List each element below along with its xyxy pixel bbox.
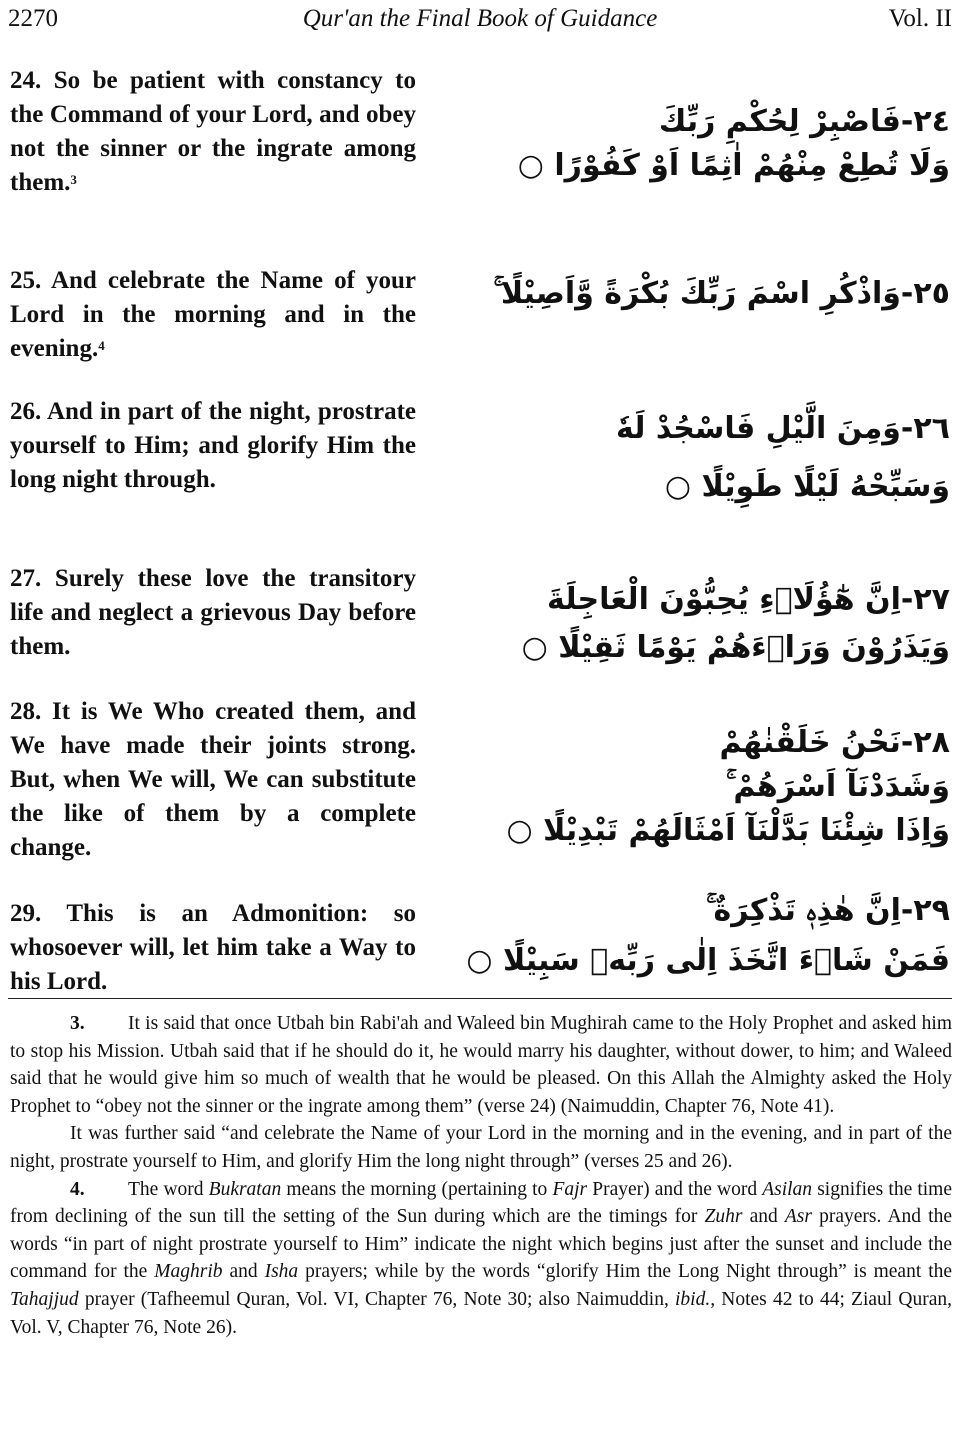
footnote-number: 4. [70,1178,85,1200]
verse-translation: 27. Surely these love the transitory life and neglect a grievous Day before them. [10,565,416,660]
verse-translation: 29. This is an Admonition: so whosoever will, let him take a Way to his Lord. [10,900,416,995]
verse-arabic [430,100,950,188]
verse-arabic [430,889,950,983]
page-number: 2270 [8,5,58,32]
arabic-line: ٢٩-اِنَّ هٰذِهٖ تَذْكِرَةٌ ۚ [705,893,950,928]
verse-arabic [430,721,950,853]
arabic-line: وَيَذَرُوْنَ وَرَاۤءَهُمْ يَوْمًا ثَقِيْلًا ○ [521,630,950,665]
arabic-line: ٢٥-وَاذْكُرِ اسْمَ رَبِّكَ بُكْرَةً وَّاَصِيْلًا ۚ [493,276,950,311]
verse-translation: 24. So be patient with constancy to the Command of your Lord, and obey not the sinner or the ingrate among them.$^3$ [10,67,416,196]
footnotes [10,1010,952,1341]
footnote-ref[interactable]: 4 [98,338,105,353]
verse-translation: 25. And celebrate the Name of your Lord in the morning and in the evening.$^4$ [10,267,416,362]
verse-translation: 28. It is We Who created them, and We have made their joints strong. But, when We will, We can substitute the like of them by a complete change. [10,698,416,861]
verse-arabic [430,407,950,509]
arabic-line: وَشَدَدْنَآ اَسْرَهُمْ ۚ [725,769,950,804]
arabic-line: ٢٨-نَحْنُ خَلَقْنٰهُمْ [719,725,950,760]
footnote-3: 3. It is said that once Utbah bin Rabi'ah and Waleed bin Mughirah came to the Holy Prophet and asked him to stop his Mission. Utbah said that if he should do it, he would marry his daughter, without dower, to him; and Waleed said that he would give him so much of wealth that he would be pleased. On this Allah the Almighty asked the Holy Prophet to “obey not the sinner or the ingrate among them” (verse 24) (Naimuddin, Chapter 76, Note 41). [10,1010,952,1120]
page-header [8,2,952,36]
footnote-divider [8,998,952,999]
book-title: Qur'an the Final Book of Guidance [302,5,658,32]
arabic-line: وَلَا تُطِعْ مِنْهُمْ اٰثِمًا اَوْ كَفُوْرًا ○ [517,148,950,183]
arabic-line: ٢٧-اِنَّ هٰٓؤُلَاۤءِ يُحِبُّوْنَ الْعَاجِلَةَ [547,582,950,617]
arabic-line: وَسَبِّحْهُ لَيْلًا طَوِيْلًا ○ [664,469,950,504]
arabic-line: ٢٦-وَمِنَ الَّيْلِ فَاسْجُدْ لَهٗ [615,411,950,446]
arabic-line: فَمَنْ شَاۤءَ اتَّخَذَ اِلٰى رَبِّهٖ سَبِيْلًا ○ [466,943,950,978]
arabic-line: ٢٤-فَاصْبِرْ لِحُكْمِ رَبِّكَ [658,104,950,139]
verse-arabic [430,272,950,316]
arabic-line: وَاِذَا شِئْنَا بَدَّلْنَآ اَمْثَالَهُمْ تَبْدِيْلًا ○ [506,813,950,848]
volume-label: Vol. II [888,5,952,32]
footnote-number: 3. [70,1013,85,1034]
footnote-4: 4. The word Bukratan means the morning (pertaining to Fajr Prayer) and the word Asilan signifies the time from declining of the sun till the setting of the Sun during which are the timings for Zuhr and Asr prayers. And the words “in part of night prostrate yourself to Him” indicate the night which begins just after the sunset and include the command for the Maghrib and Isha prayers; while by the words “glorify Him the Long Night through” is meant the Tahajjud prayer (Tafheemul Quran, Vol. VI, Chapter 76, Note 30; also Naimuddin, ibid., Notes 42 to 44; Ziaul Quran, Vol. V, Chapter 76, Note 26). [10,1176,952,1342]
verse-arabic [430,578,950,670]
verse-translation: 26. And in part of the night, prostrate yourself to Him; and glorify Him the long night through. [10,398,416,493]
footnote-3-continued: It was further said “and celebrate the Name of your Lord in the morning and in the evening, and in part of the night, prostrate yourself to Him, and glorify Him the long night through” (verses 25 and 26). [10,1123,952,1172]
footnote-ref[interactable]: 3 [70,172,77,187]
